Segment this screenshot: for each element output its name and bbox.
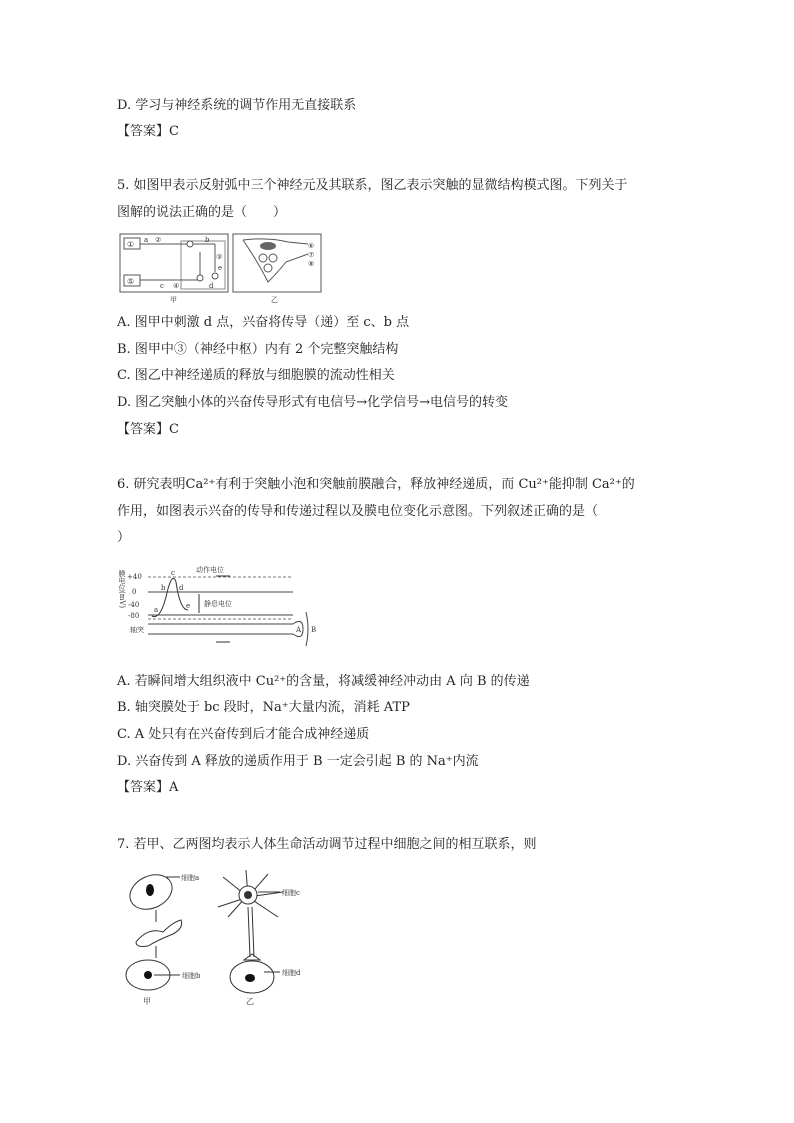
figure-label: 静息电位 bbox=[204, 600, 232, 608]
q6-answer: 【答案】A bbox=[117, 780, 179, 795]
svg-text:b: b bbox=[161, 584, 166, 592]
q6-stem-3: ） bbox=[117, 530, 131, 545]
figure-label: 甲 bbox=[143, 997, 151, 1006]
svg-text:a: a bbox=[154, 606, 159, 614]
q5-stem: 5. 如图甲表示反射弧中三个神经元及其联系，图乙表示突触的显微结构模式图。下列关于 bbox=[117, 178, 628, 193]
q7-figure-cell-communication bbox=[118, 862, 318, 1007]
q6-stem-2: 作用，如图表示兴奋的传导和传递过程以及膜电位变化示意图。下列叙述正确的是（ bbox=[117, 504, 599, 519]
svg-text:⑥: ⑥ bbox=[308, 242, 315, 250]
figure-label: 细胞c bbox=[282, 889, 300, 897]
svg-text:c: c bbox=[171, 569, 175, 577]
y-axis-label: 膜电位(mV) bbox=[118, 570, 126, 609]
q7-stem: 7. 若甲、乙两图均表示人体生命活动调节过程中细胞之间的相互联系，则 bbox=[117, 837, 537, 852]
svg-text:⑦: ⑦ bbox=[308, 251, 315, 259]
figure-label: -40 bbox=[128, 601, 140, 609]
figure-label: 细胞b bbox=[182, 972, 201, 980]
svg-text:d: d bbox=[209, 282, 214, 290]
svg-text:e: e bbox=[186, 602, 191, 610]
svg-text:d: d bbox=[179, 584, 184, 592]
figure-label: A bbox=[296, 626, 302, 634]
svg-text:④: ④ bbox=[173, 282, 180, 290]
svg-text:a: a bbox=[144, 236, 149, 244]
svg-text:b: b bbox=[205, 236, 210, 244]
q6-option-d: D. 兴奋传到 A 释放的递质作用于 B 一定会引起 B 的 Na⁺内流 bbox=[117, 754, 479, 769]
q6-option-a: A. 若瞬间增大组织液中 Cu²⁺的含量，将减缓神经冲动由 A 向 B 的传递 bbox=[117, 674, 530, 689]
q4-option-d: D. 学习与神经系统的调节作用无直接联系 bbox=[117, 98, 357, 113]
svg-text:②: ② bbox=[155, 236, 162, 244]
q4-answer: 【答案】C bbox=[117, 124, 179, 139]
figure-label: 细胞d bbox=[282, 969, 301, 977]
q5-option-a: A. 图甲中刺激 d 点，兴奋将传导（递）至 c、b 点 bbox=[117, 315, 410, 330]
q5-option-c: C. 图乙中神经递质的释放与细胞膜的流动性相关 bbox=[117, 368, 395, 383]
figure-label: 乙 bbox=[246, 997, 254, 1006]
q5-answer: 【答案】C bbox=[117, 422, 179, 437]
q6-option-b: B. 轴突膜处于 bc 段时，Na⁺大量内流，消耗 ATP bbox=[117, 700, 410, 715]
figure-label: 0 bbox=[132, 588, 137, 596]
figure-label: 细胞a bbox=[181, 874, 200, 882]
q5-stem-2: 图解的说法正确的是（ ） bbox=[117, 205, 287, 220]
q6-figure-membrane-potential bbox=[118, 562, 323, 650]
svg-text:⑤: ⑤ bbox=[127, 277, 135, 286]
svg-text:e: e bbox=[218, 264, 223, 272]
svg-text:⑧: ⑧ bbox=[308, 260, 315, 268]
figure-label: -80 bbox=[128, 612, 140, 620]
q5-option-b: B. 图甲中③（神经中枢）内有 2 个完整突触结构 bbox=[117, 342, 399, 357]
fig-jia-label: 甲 bbox=[170, 296, 177, 304]
svg-text:c: c bbox=[160, 282, 164, 290]
figure-label: 轴突 bbox=[130, 626, 144, 634]
svg-text:①: ① bbox=[127, 240, 135, 249]
q6-option-c: C. A 处只有在兴奋传到后才能合成神经递质 bbox=[117, 727, 370, 742]
q5-option-d: D. 图乙突触小体的兴奋传导形式有电信号→化学信号→电信号的转变 bbox=[117, 395, 509, 410]
figure-label: 动作电位 bbox=[196, 566, 224, 574]
figure-label: +40 bbox=[127, 573, 142, 581]
q5-figure-reflex-arc-synapse bbox=[118, 232, 323, 304]
figure-label: B bbox=[311, 626, 317, 634]
fig-yi-label: 乙 bbox=[271, 296, 278, 304]
svg-text:③: ③ bbox=[216, 253, 223, 261]
q6-stem: 6. 研究表明Ca²⁺有利于突触小泡和突触前膜融合，释放神经递质，而 Cu²⁺能抑制 Ca²⁺的 bbox=[117, 477, 635, 492]
